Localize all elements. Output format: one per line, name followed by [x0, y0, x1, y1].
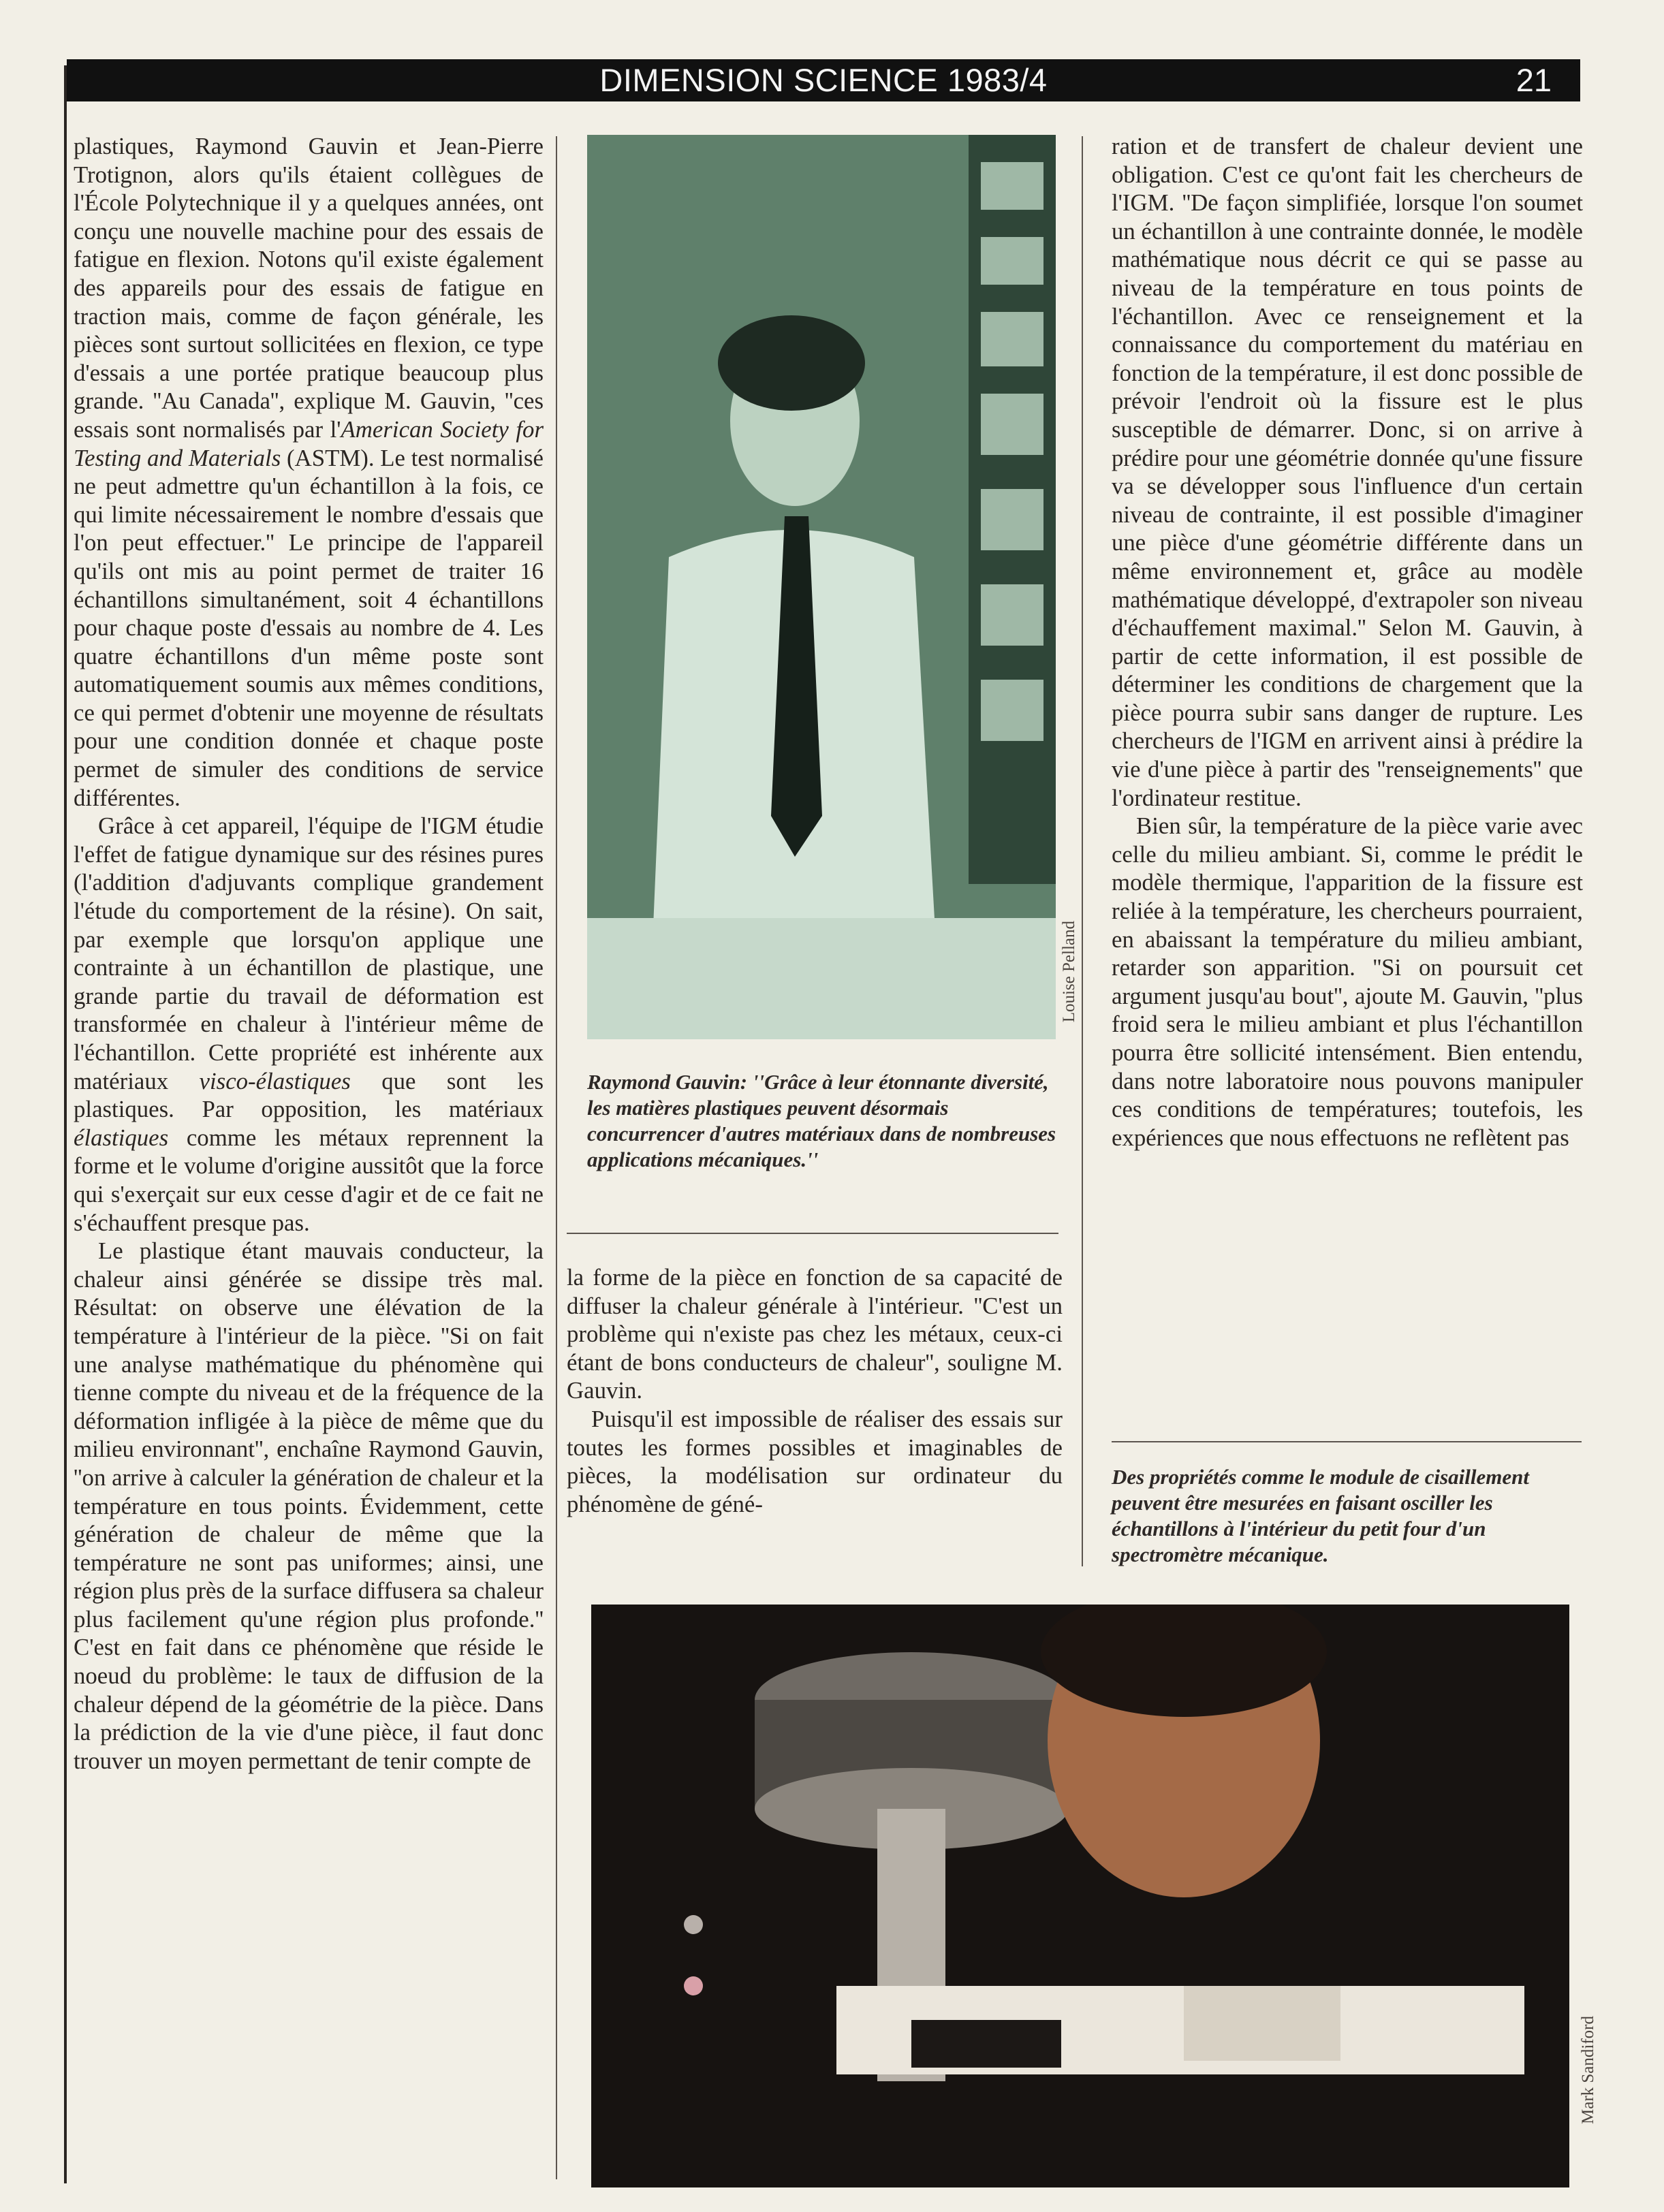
portrait-photo-illustration — [587, 135, 1056, 1039]
paragraph: Puisqu'il est impossible de réaliser des essais sur toutes les formes possibles et imaginables de pièces, la modélisation sur ordinateur du phénomène de géné- — [567, 1405, 1063, 1517]
paragraph: Grâce à cet appareil, l'équipe de l'IGM étudie l'effet de fatigue dynamique sur des résines pures (l'addition d'adjuvants complique grandement l'étude du comportement de la résine). On sait, par exemple que lorsqu'on applique une contrainte à un échantillon de plastique, une grande partie du travail de déformation est transformée en chaleur à l'intérieur même de l'échantillon. Cette propriété est inhérente aux matériaux visco-élastiques que sont les plastiques. Par opposition, les matériaux élastiques comme les métaux reprennent la forme et le volume d'origine aussitôt que la force qui s'exerçait sur eux cesse d'agir et de ce fait ne s'échauffent presque pas. — [74, 812, 544, 1236]
italic-term: visco-élastiques — [199, 1067, 351, 1094]
caption-divider — [1112, 1441, 1582, 1442]
paragraph: la forme de la pièce en fonction de sa capacité de diffuser la chaleur générale à l'intérieur. ''C'est un problème qui n'existe pas chez les métaux, ceux-ci étant de bons conducteurs de chaleur'', souligne M. Gauvin. — [567, 1264, 1063, 1404]
portrait-photo — [587, 135, 1056, 1039]
page-number: 21 — [1516, 62, 1552, 98]
paragraph: ration et de transfert de chaleur devient une obligation. C'est ce qu'ont fait les chercheurs de l'IGM. ''De façon simplifiée, lorsque l'on soumet un échantillon à une contrainte donnée, le modèle mathématique nous décrit ce qui se passe au niveau de la température en tous points de l'échantillon. Avec ce renseignement et la connaissance du comportement du matériau en fonction de la température, il est donc possible de prévoir l'endroit où la fissure est le plus susceptible de démarrer. Donc, si on arrive à prédire pour une géométrie donnée qu'une fissure va se développer sous l'influence d'un certain niveau de contrainte, il est possible d'imaginer une pièce d'une géométrie différente dans un même environnement et, grâce au modèle mathématique développé, d'extrapoler son niveau d'échauffement maximal.'' Selon M. Gauvin, à partir de cette information, il est possible de déterminer les conditions de chargement que la pièce pourra subir sans danger de rupture. Les chercheurs de l'IGM en arrivent ainsi à prédire la vie d'une pièce à partir des ''renseignements'' que l'ordinateur restitue. — [1112, 133, 1583, 811]
magazine-title: DIMENSION SCIENCE 1983/4 — [599, 62, 1048, 98]
italic-citation: American Society for Testing and Materials — [74, 415, 544, 471]
italic-term: élastiques — [74, 1124, 169, 1151]
column-divider — [1082, 136, 1083, 1566]
column-divider — [556, 136, 557, 2179]
photo-credit: Louise Pelland — [1060, 921, 1078, 1023]
photo-credit: Mark Sandiford — [1579, 2016, 1597, 2124]
photo-caption: Des propriétés comme le module de cisaillement peuvent être mesurées en faisant osciller les échantillons à l'intérieur du petit four d'un spectromètre mécanique. — [1112, 1465, 1530, 1566]
photo-caption: Raymond Gauvin: ''Grâce à leur étonnante diversité, les matières plastiques peuvent désormais concurrencer d'autres matériaux dans de nombreuses applications mécaniques.'' — [587, 1070, 1056, 1171]
paragraph: Le plastique étant mauvais conducteur, la chaleur ainsi générée se dissipe très mal. Résultat: on observe une élévation de la température à l'intérieur de la pièce. ''Si on fait une analyse mathématique du phénomène qui tienne compte du niveau et de la fréquence de la déformation infligée à la pièce de même que du milieu environnant'', enchaîne Raymond Gauvin, ''on arrive à calculer la génération de chaleur et la température en tous points. Évidemment, cette génération de chaleur de même que la température ne sont pas uniformes; ainsi, une région plus près de la surface diffusera sa chaleur plus facilement qu'une région plus profonde.'' C'est en fait dans ce phénomène que réside le noeud du problème: le taux de diffusion de la chaleur dépend de la géométrie de la pièce. Dans la prédiction de la vie d'une pièce, il faut donc trouver un moyen permettant de tenir compte de — [74, 1237, 544, 1774]
article-column-1 — [74, 132, 544, 1775]
paragraph: Bien sûr, la température de la pièce varie avec celle du milieu ambiant. Si, comme le prédit le modèle thermique, l'apparition de la fissure est reliée à la température, les chercheurs pourraient, en abaissant la température du milieu ambiant, retarder son apparition. ''Si on poursuit cet argument jusqu'au bout'', ajoute M. Gauvin, ''plus froid sera le milieu ambiant et plus l'échantillon pourra être sollicité intensément. Bien entendu, dans notre laboratoire nous pouvons manipuler ces conditions de températures; toutefois, les expériences que nous effectuons ne reflètent pas — [1112, 812, 1583, 1151]
running-header — [67, 59, 1580, 101]
caption-divider — [567, 1233, 1058, 1234]
article-column-2 — [567, 1263, 1063, 1518]
page-margin-rule — [64, 65, 67, 2183]
paragraph: plastiques, Raymond Gauvin et Jean-Pierre Trotignon, alors qu'ils étaient collègues de l'École Polytechnique il y a quelques années, ont conçu une nouvelle machine pour des essais de fatigue en flexion. Notons qu'il existe également des appareils pour des essais de fatigue en traction mais, comme de façon générale, les pièces sont surtout sollicitées en flexion, ce type d'essais a une portée pratique beaucoup plus grande. ''Au Canada'', explique M. Gauvin, ''ces essais sont normalisés par l'American Society for Testing and Materials (ASTM). Le test normalisé ne peut admettre qu'un échantillon à la fois, ce qui limite nécessairement le nombre d'essais que l'on peut effectuer.'' Le principe de l'appareil qu'ils ont mis au point permet de traiter 16 échantillons simultanément, soit 4 échantillons pour chaque poste d'essais au nombre de 4. Les quatre échantillons d'un même poste sont automatiquement soumis aux mêmes conditions, ce qui permet d'obtenir une moyenne de résultats pour une condition donnée et chaque poste permet de simuler des conditions de service différentes. — [74, 133, 544, 811]
lab-photo-illustration — [591, 1605, 1569, 2187]
article-column-3 — [1112, 132, 1583, 1152]
lab-photo — [591, 1605, 1569, 2187]
